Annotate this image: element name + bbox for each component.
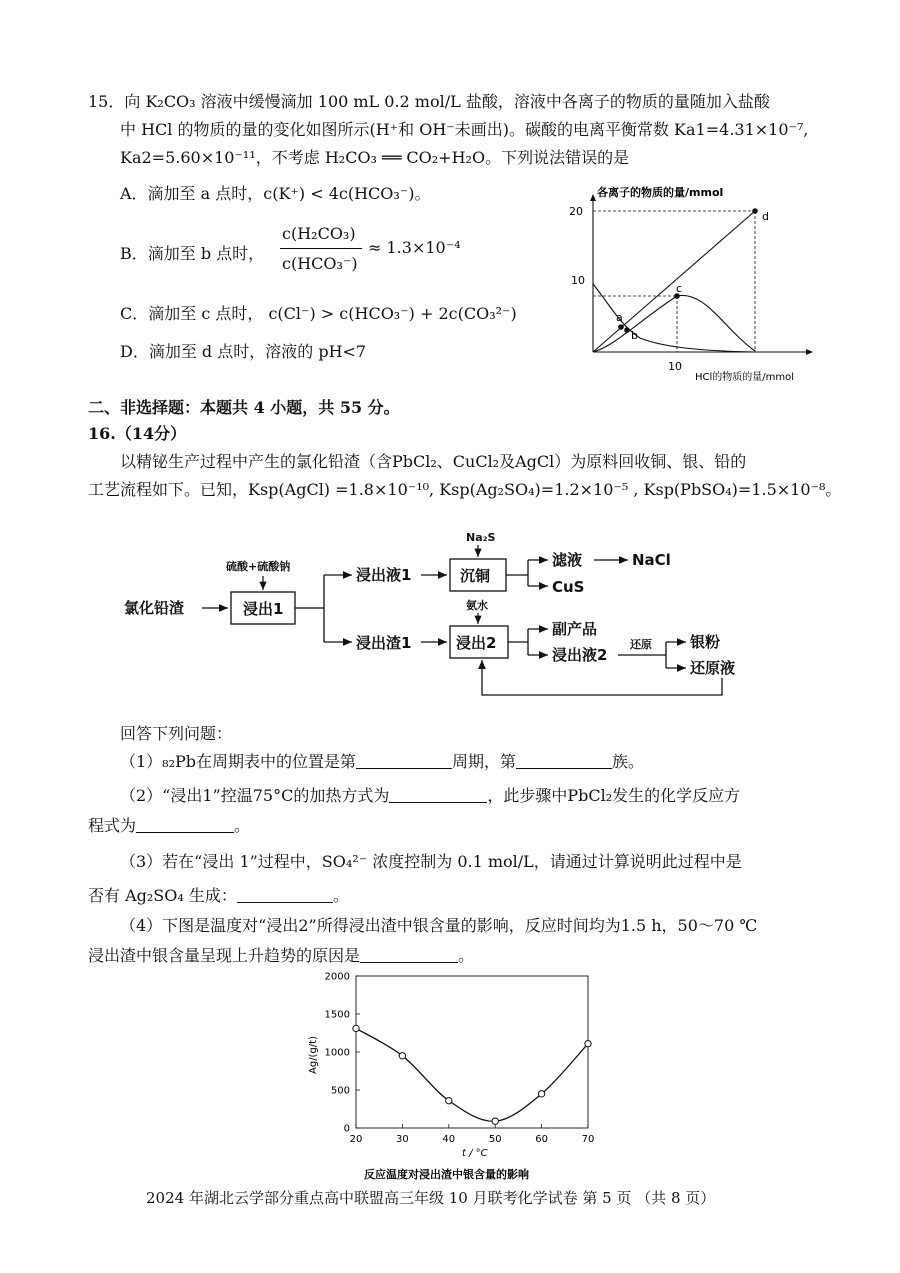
flow-nacl: NaCl bbox=[632, 551, 671, 569]
flow-leachate2: 浸出液2 bbox=[552, 646, 608, 664]
fraction-bar bbox=[280, 248, 362, 249]
data-point-marker bbox=[399, 1053, 405, 1059]
q16-header: 16.（14分） bbox=[88, 424, 187, 443]
x-tick-label: 50 bbox=[488, 1134, 502, 1145]
chart-y-axis-label: Ag/(g/t) bbox=[308, 1036, 319, 1074]
chart-title: 反应温度对浸出渣中银含量的影响 bbox=[364, 1168, 529, 1181]
part4-blank[interactable] bbox=[360, 946, 458, 963]
fig15-point-a bbox=[618, 324, 624, 330]
fig15-chloride-line bbox=[593, 211, 755, 352]
q16-part4-line1: （4）下图是温度对“浸出2”所得浸出渣中银含量的影响，反应时间均为1.5 h，50～70 ℃ bbox=[120, 916, 758, 935]
x-tick-label: 60 bbox=[535, 1134, 548, 1145]
y-tick-label: 500 bbox=[330, 1085, 350, 1097]
q16-intro-line2: 工艺流程如下。已知，Ksp(AgCl) =1.8×10⁻¹⁰, Ksp(Ag₂SO₄)=1.2×10⁻⁵ , Ksp(PbSO₄)=1.5×10⁻⁸。 bbox=[88, 480, 842, 499]
section-two-heading: 二、非选择题：本题共 4 小题，共 55 分。 bbox=[88, 398, 400, 417]
q15-figure bbox=[569, 180, 825, 385]
option-b-numerator: c(H₂CO₃) bbox=[282, 224, 356, 243]
data-point-marker bbox=[446, 1097, 452, 1103]
part1-text-a: （1）₈₂Pb在周期表中的位置是第 bbox=[120, 752, 357, 771]
q16-part3-line2 bbox=[88, 886, 349, 906]
flow-start-material: 氯化铅渣 bbox=[124, 599, 185, 617]
option-b-prefix: B．滴加至 b 点时， bbox=[120, 244, 265, 263]
flow-leachate1: 浸出液1 bbox=[356, 566, 412, 584]
q15-line3: Ka2=5.60×10⁻¹¹，不考虑 H₂CO₃ ══ CO₂+H₂O。下列说法错误的是 bbox=[120, 148, 630, 167]
flow-filtrate: 滤液 bbox=[552, 551, 583, 569]
chart-plot-frame bbox=[356, 976, 588, 1128]
silver-content-chart bbox=[300, 968, 610, 1186]
part2-text-d: 。 bbox=[234, 816, 251, 835]
x-tick-label: 20 bbox=[349, 1134, 363, 1145]
part2-text-a: （2）“浸出1”控温75°C的加热方式为 bbox=[120, 786, 390, 805]
flow-recycle-arrow bbox=[482, 660, 722, 695]
part1-blank-period[interactable] bbox=[356, 752, 452, 769]
part1-text-c: 族。 bbox=[612, 752, 645, 771]
fig15-label-c: c bbox=[676, 282, 683, 295]
flow-leach1-label: 浸出1 bbox=[243, 600, 284, 618]
x-tick-label: 30 bbox=[396, 1134, 409, 1145]
part4-text-c: 。 bbox=[458, 946, 475, 965]
option-b-denominator: c(HCO₃⁻) bbox=[282, 254, 358, 273]
q16-part2-line1 bbox=[120, 786, 740, 806]
y-tick-label: 1500 bbox=[324, 1009, 350, 1021]
q16-part2-line2 bbox=[88, 816, 250, 836]
flow-cus: CuS bbox=[552, 578, 585, 596]
part1-blank-group[interactable] bbox=[516, 752, 612, 769]
fig15-label-d: d bbox=[762, 210, 769, 223]
fig15-label-b: b bbox=[631, 329, 638, 342]
fig15-label-a: a bbox=[616, 311, 623, 324]
flow-reduced-liquor: 还原液 bbox=[690, 659, 736, 677]
page-footer: 2024 年湖北云学部分重点高中联盟高三年级 10 月联考化学试卷 第 5 页 （共 8 页） bbox=[146, 1189, 716, 1207]
flow-byproduct: 副产品 bbox=[552, 620, 598, 638]
x-tick-label: 70 bbox=[581, 1134, 595, 1145]
part3-text-c: 。 bbox=[332, 886, 349, 905]
y-tick-label: 0 bbox=[343, 1123, 350, 1135]
part1-text-b: 周期，第 bbox=[452, 752, 517, 771]
answer-prompt: 回答下列问题： bbox=[120, 724, 233, 743]
data-point-marker bbox=[585, 1040, 591, 1046]
silver-content-curve bbox=[356, 1028, 588, 1121]
flow-leach2-label: 浸出2 bbox=[456, 634, 497, 652]
process-flowchart bbox=[110, 520, 790, 710]
flow-residue1: 浸出渣1 bbox=[356, 634, 412, 652]
fig15-ytick-20: 20 bbox=[569, 205, 583, 218]
part4-text-b: 浸出渣中银含量呈现上升趋势的原因是 bbox=[88, 946, 361, 965]
fig15-point-b bbox=[624, 327, 630, 333]
fig15-ylabel: 各离子的物质的量/mmol bbox=[597, 186, 724, 199]
chart-x-axis-label: t / °C bbox=[462, 1148, 488, 1159]
fig15-xlabel: HCl的物质的量/mmol bbox=[695, 372, 795, 383]
q16-part3-line1: （3）若在“浸出 1”过程中，SO₄²⁻ 浓度控制为 0.1 mol/L，请通过计算说明此过程中是 bbox=[120, 852, 742, 871]
q16-part4-line2 bbox=[88, 946, 474, 966]
data-point-marker bbox=[492, 1118, 498, 1124]
q15-line1: 15．向 K₂CO₃ 溶液中缓慢滴加 100 mL 0.2 mol/L 盐酸，溶液中各离子的物质的量随加入盐酸 bbox=[88, 92, 770, 111]
part2-text-c: 程式为 bbox=[88, 816, 137, 835]
y-tick-label: 2000 bbox=[324, 971, 350, 983]
flow-reagent1: 硫酸+硫酸钠 bbox=[226, 560, 291, 573]
part2-blank-heating[interactable] bbox=[389, 786, 487, 803]
q16-part1 bbox=[120, 752, 644, 772]
q15-option-a: A．滴加至 a 点时，c(K⁺) < 4c(HCO₃⁻)。 bbox=[120, 184, 431, 203]
data-point-marker bbox=[353, 1025, 359, 1031]
q15-option-d: D．滴加至 d 点时，溶液的 pH<7 bbox=[120, 342, 367, 361]
fig15-point-d bbox=[752, 208, 758, 214]
part3-text-b: 否有 Ag₂SO₄ 生成： bbox=[88, 886, 237, 905]
option-b-suffix: ≈ 1.3×10⁻⁴ bbox=[368, 238, 461, 257]
q15-option-c: C．滴加至 c 点时， c(Cl⁻) > c(HCO₃⁻) + 2c(CO₃²⁻) bbox=[120, 304, 517, 323]
flow-ammonia: 氨水 bbox=[466, 599, 488, 612]
q15-line2: 中 HCl 的物质的量的变化如图所示(H⁺和 OH⁻未画出)。碳酸的电离平衡常数 Ka1=4.31×10⁻⁷, bbox=[120, 120, 809, 139]
y-tick-label: 1000 bbox=[324, 1047, 350, 1059]
flow-copper-ppt-label: 沉铜 bbox=[460, 567, 491, 585]
part3-blank[interactable] bbox=[237, 886, 333, 903]
part2-blank-equation[interactable] bbox=[136, 816, 234, 833]
data-point-marker bbox=[538, 1091, 544, 1097]
fig15-y-arrow bbox=[590, 194, 596, 201]
q16-intro-line1: 以精铋生产过程中产生的氯化铅渣（含PbCl₂、CuCl₂及AgCl）为原料回收铜、银、铅的 bbox=[120, 452, 747, 471]
flow-silver: 银粉 bbox=[690, 633, 721, 651]
fig15-x-arrow bbox=[806, 349, 813, 355]
fig15-ytick-10: 10 bbox=[571, 274, 585, 287]
flow-reduce-label: 还原 bbox=[630, 638, 652, 651]
x-tick-label: 40 bbox=[442, 1134, 456, 1145]
flow-na2s: Na₂S bbox=[466, 531, 496, 544]
part2-text-b: ，此步骤中PbCl₂发生的化学反应方 bbox=[487, 786, 741, 805]
fig15-xtick-10: 10 bbox=[668, 360, 682, 373]
